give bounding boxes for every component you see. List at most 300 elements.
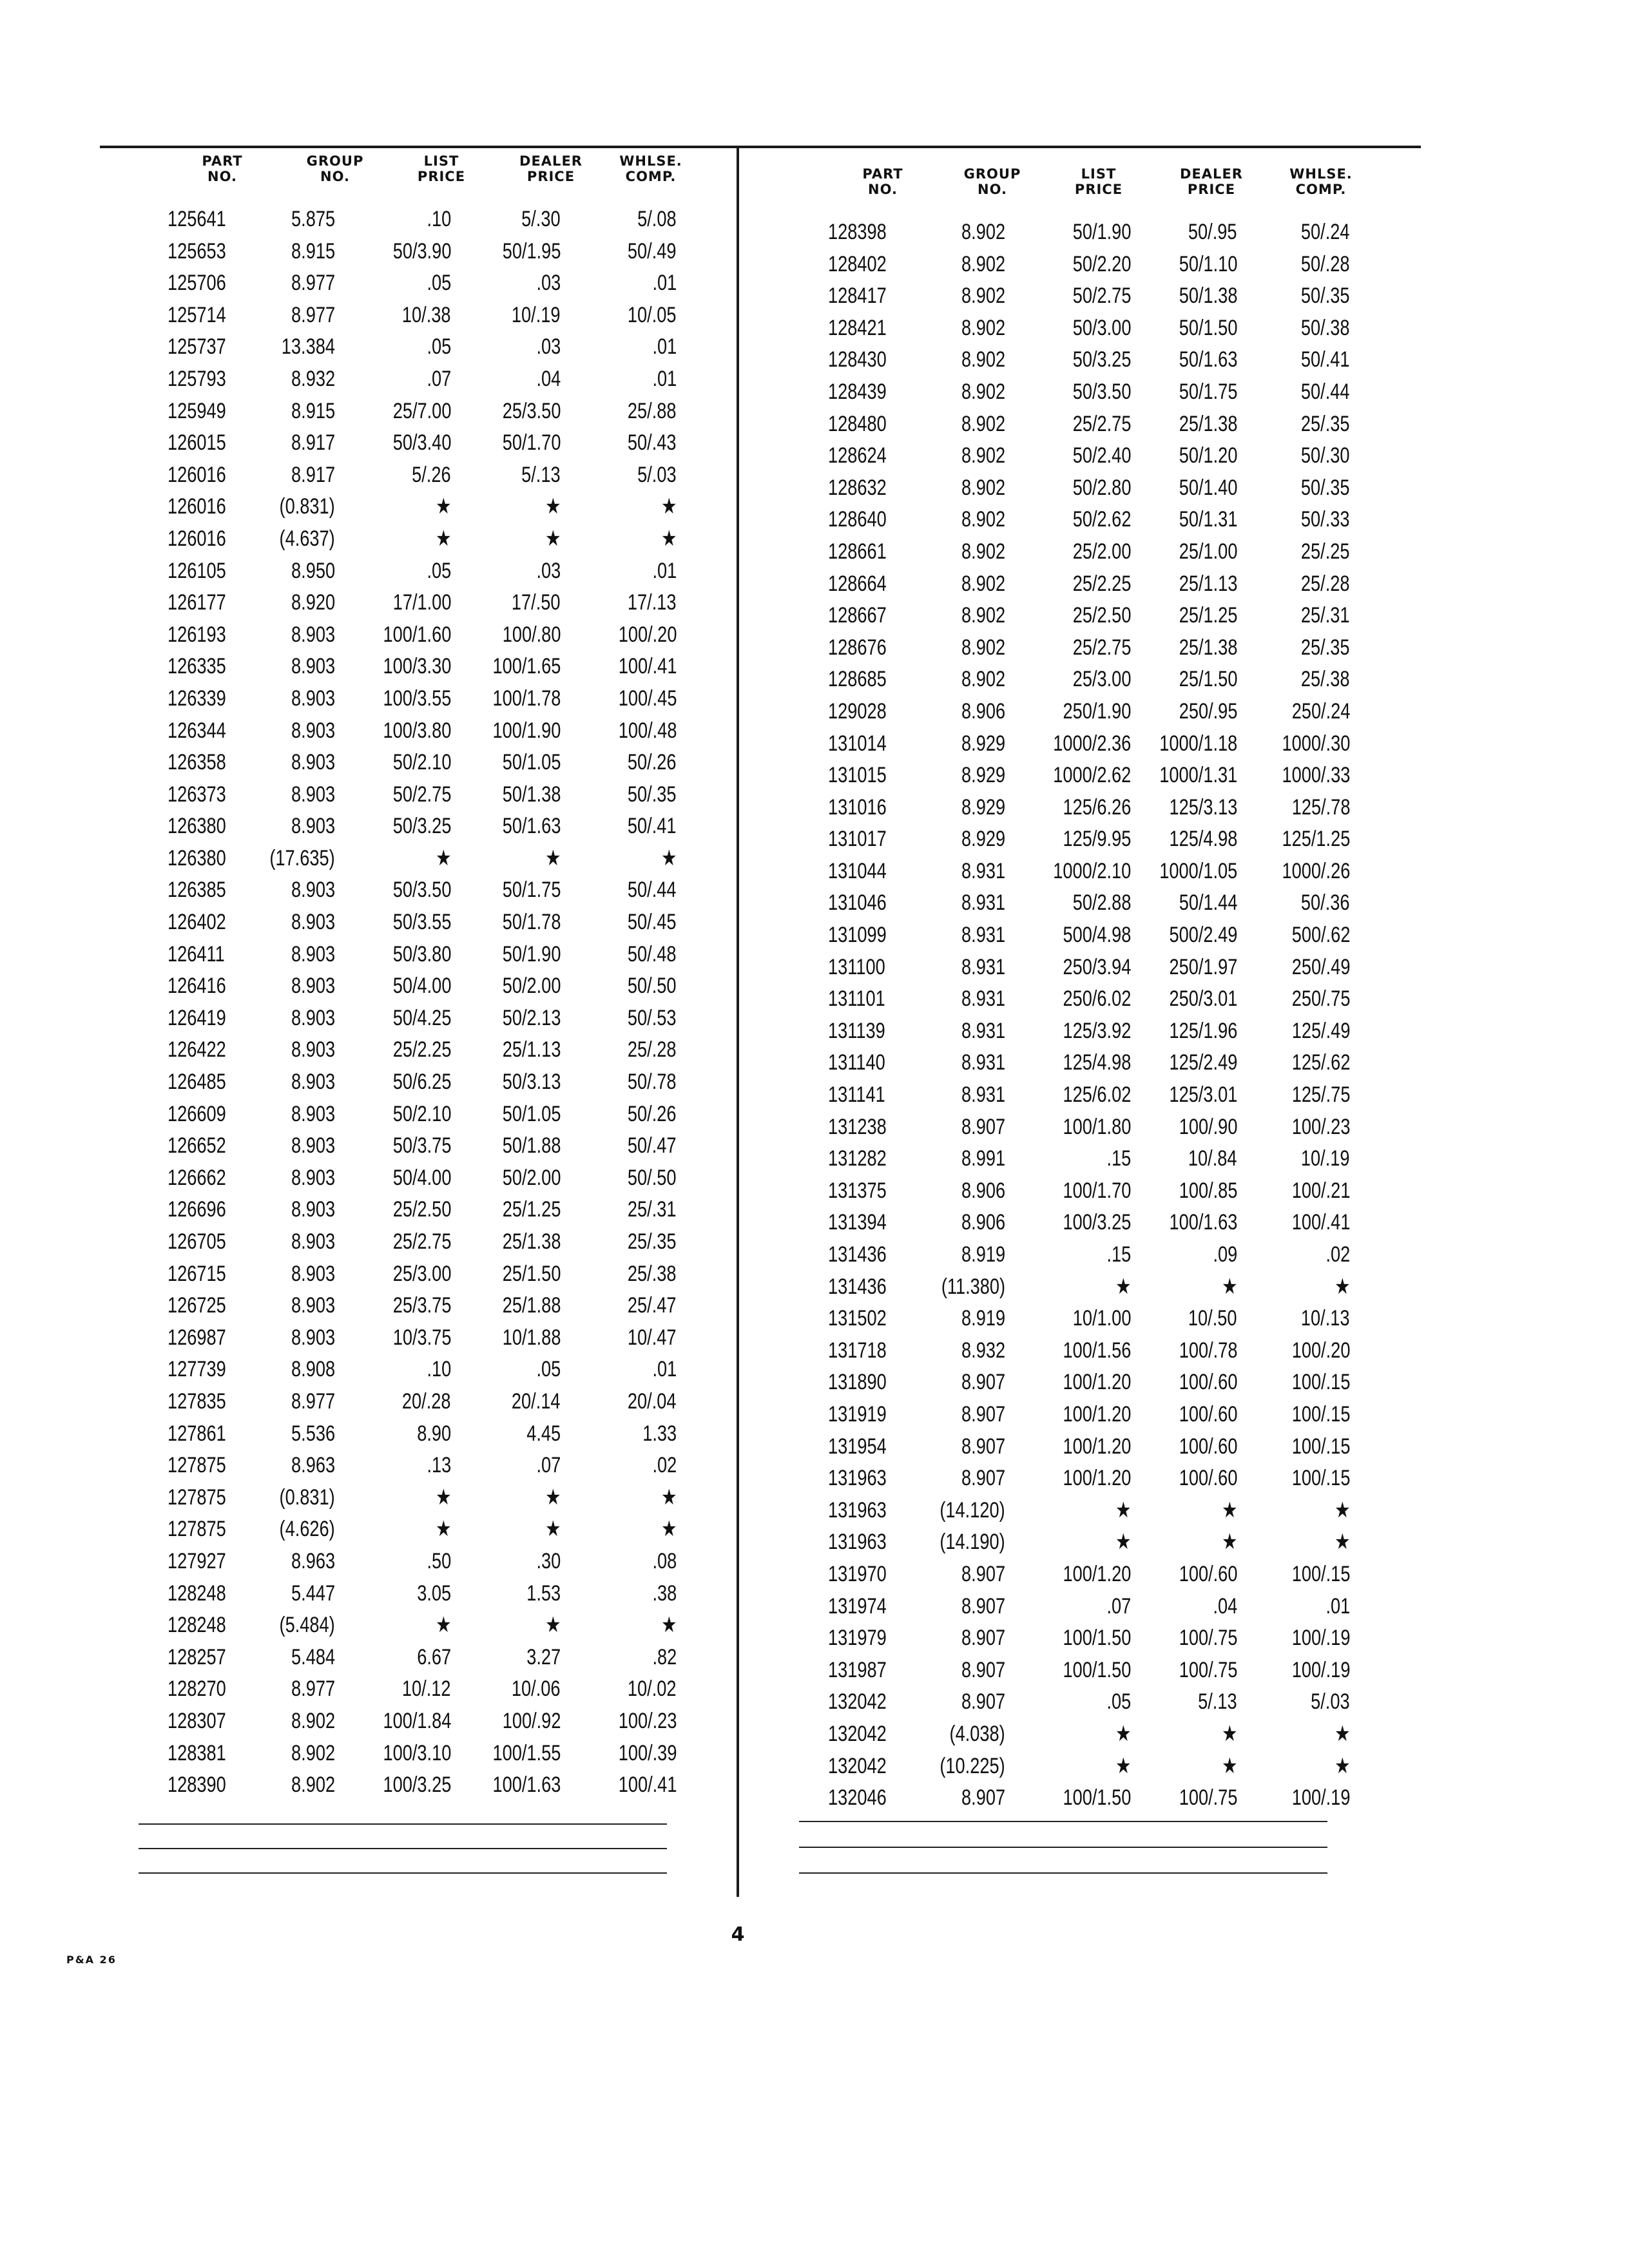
header-line: DEALER xyxy=(1180,166,1243,182)
dealer-price-cell: 50/1.75 xyxy=(1179,379,1237,404)
wholesale-comp-cell: 1000/.33 xyxy=(1282,763,1350,788)
table-row xyxy=(148,1068,689,1100)
table-row xyxy=(809,378,1363,410)
part-number-cell: 128640 xyxy=(828,507,887,532)
list-price-cell: 50/2.75 xyxy=(1072,284,1131,309)
list-price-cell: ★ xyxy=(1115,1274,1131,1299)
table-row xyxy=(809,601,1363,633)
list-price-cell: 50/2.40 xyxy=(1072,443,1131,468)
group-number-cell: 8.902 xyxy=(961,315,1005,340)
list-price-cell: 125/6.26 xyxy=(1063,794,1131,820)
header-line: PRICE xyxy=(1074,182,1123,197)
wholesale-comp-cell: 5/.08 xyxy=(637,207,677,231)
table-row xyxy=(148,1579,689,1611)
part-number-cell: 132046 xyxy=(828,1785,887,1811)
wholesale-comp-cell: .01 xyxy=(652,366,677,391)
list-price-cell: 50/4.25 xyxy=(392,1005,451,1030)
list-price-cell: ★ xyxy=(435,1517,451,1542)
dealer-price-cell: 100/1.78 xyxy=(492,686,561,711)
group-number-cell: 8.903 xyxy=(291,878,335,903)
wholesale-comp-cell: 100/.21 xyxy=(1291,1178,1350,1203)
group-number-cell: (4.637) xyxy=(279,526,335,551)
table-row xyxy=(148,1227,689,1260)
table-row xyxy=(809,1560,1363,1592)
table-row xyxy=(809,1304,1363,1336)
dealer-price-cell: ★ xyxy=(545,1517,561,1542)
wholesale-comp-cell: 50/.36 xyxy=(1301,890,1350,916)
dealer-price-cell: 25/1.13 xyxy=(502,1037,561,1062)
list-price-cell: .13 xyxy=(427,1453,451,1478)
table-row xyxy=(148,1195,689,1227)
dealer-price-cell: 125/1.96 xyxy=(1169,1018,1237,1043)
list-price-cell: 50/6.25 xyxy=(392,1070,451,1095)
part-number-cell: 125737 xyxy=(168,334,226,360)
dealer-price-cell: 100/.60 xyxy=(1179,1401,1237,1427)
table-row xyxy=(148,1643,689,1675)
table-row xyxy=(148,812,689,844)
dealer-price-cell: 5/.13 xyxy=(1198,1689,1237,1715)
table-row xyxy=(148,1260,689,1292)
group-number-cell: 8.919 xyxy=(961,1306,1005,1331)
wholesale-comp-cell: 50/.41 xyxy=(628,814,677,839)
group-number-cell: 5.536 xyxy=(291,1421,335,1446)
wholesale-comp-cell: 10/.13 xyxy=(1301,1306,1350,1331)
header-line: PART xyxy=(862,166,903,182)
group-number-cell: 8.931 xyxy=(961,1050,1005,1075)
part-number-cell: 126339 xyxy=(168,686,226,711)
list-price-cell: 50/3.50 xyxy=(392,878,451,903)
group-number-cell: 8.950 xyxy=(291,558,335,583)
list-price-cell: 100/1.70 xyxy=(1063,1178,1131,1203)
wholesale-comp-cell: .01 xyxy=(652,1357,677,1382)
list-price-cell: 25/2.00 xyxy=(1072,539,1131,564)
table-row xyxy=(809,441,1363,474)
header-line: GROUP xyxy=(963,166,1021,182)
list-price-cell: .05 xyxy=(1106,1689,1131,1715)
wholesale-comp-cell: 50/.50 xyxy=(628,974,677,999)
dealer-price-cell: 25/1.13 xyxy=(1179,571,1237,596)
dealer-price-cell: 100/.80 xyxy=(502,622,561,647)
list-price-cell: 25/2.75 xyxy=(1072,635,1131,660)
footer-line xyxy=(139,1872,667,1874)
table-row xyxy=(148,1771,689,1803)
dealer-price-cell: 100/.75 xyxy=(1179,1626,1237,1651)
list-price-cell: 50/3.40 xyxy=(392,430,451,456)
list-price-cell: 250/3.94 xyxy=(1063,954,1131,979)
list-price-cell: 50/2.62 xyxy=(1072,507,1131,532)
dealer-price-cell: 100/1.90 xyxy=(492,718,561,743)
dealer-price-cell: 1000/1.05 xyxy=(1159,858,1237,883)
table-row xyxy=(148,620,689,653)
part-number-cell: 128480 xyxy=(828,411,887,436)
wholesale-comp-cell: 17/.13 xyxy=(628,590,677,615)
part-number-cell: 131718 xyxy=(828,1338,887,1363)
dealer-price-cell: 50/1.50 xyxy=(1179,315,1237,340)
dealer-price-cell: 1000/1.31 xyxy=(1159,763,1237,788)
dealer-price-cell: 50/1.78 xyxy=(502,910,561,935)
dealer-price-cell: 25/1.50 xyxy=(1179,667,1237,692)
wholesale-comp-cell: 1000/.26 xyxy=(1282,858,1350,883)
list-price-cell: 17/1.00 xyxy=(392,590,451,615)
group-number-cell: 8.903 xyxy=(291,686,335,711)
group-number-header xyxy=(938,166,1047,197)
table-row xyxy=(148,972,689,1004)
part-number-cell: 131099 xyxy=(828,923,887,948)
group-number-cell: (17.635) xyxy=(269,845,335,870)
group-number-cell: (4.626) xyxy=(279,1517,335,1542)
dealer-price-cell: 100/.75 xyxy=(1179,1657,1237,1682)
part-number-cell: 131954 xyxy=(828,1434,887,1459)
list-price-cell: ★ xyxy=(1115,1530,1131,1555)
table-row xyxy=(148,1739,689,1771)
list-price-cell: ★ xyxy=(435,1613,451,1638)
wholesale-comp-cell: ★ xyxy=(1334,1530,1350,1555)
group-number-cell: 5.484 xyxy=(291,1644,335,1669)
group-number-cell: 8.929 xyxy=(961,794,1005,820)
group-number-cell: 8.977 xyxy=(291,302,335,327)
part-number-cell: 128417 xyxy=(828,284,887,309)
list-price-cell: 1000/2.10 xyxy=(1052,858,1131,883)
wholesale-comp-cell: .01 xyxy=(652,334,677,360)
table-row xyxy=(148,908,689,940)
dealer-price-cell: .07 xyxy=(536,1453,561,1478)
dealer-price-cell: 10/.50 xyxy=(1188,1306,1237,1331)
part-number-cell: 131375 xyxy=(828,1178,887,1203)
wholesale-comp-cell: ★ xyxy=(660,1613,677,1638)
part-number-cell: 125641 xyxy=(168,207,226,231)
table-row xyxy=(148,1291,689,1323)
list-price-cell: 50/3.80 xyxy=(392,941,451,966)
group-number-cell: (4.038) xyxy=(949,1721,1005,1746)
group-number-cell: 8.902 xyxy=(961,379,1005,404)
table-row xyxy=(809,1496,1363,1528)
list-price-cell: 25/2.25 xyxy=(1072,571,1131,596)
group-number-cell: 8.903 xyxy=(291,782,335,807)
part-number-cell: 131963 xyxy=(828,1497,887,1523)
group-number-cell: (14.190) xyxy=(940,1530,1005,1555)
dealer-price-cell: 25/3.50 xyxy=(502,398,561,423)
group-number-cell: 8.907 xyxy=(961,1657,1005,1682)
dealer-price-cell: ★ xyxy=(1221,1753,1237,1778)
table-row xyxy=(809,537,1363,570)
group-number-cell: 8.903 xyxy=(291,1293,335,1318)
dealer-price-cell: .09 xyxy=(1213,1242,1237,1267)
footer-line xyxy=(139,1823,667,1825)
table-row xyxy=(148,588,689,620)
part-number-cell: 131436 xyxy=(828,1242,887,1267)
dealer-price-cell: ★ xyxy=(545,1485,561,1510)
table-row xyxy=(809,1624,1363,1656)
part-number-cell: 132042 xyxy=(828,1689,887,1715)
part-number-cell: 131436 xyxy=(828,1274,887,1299)
group-number-cell: 8.908 xyxy=(291,1357,335,1382)
dealer-price-cell: 250/.95 xyxy=(1179,698,1237,724)
wholesale-comp-cell: 100/.20 xyxy=(618,622,677,647)
part-number-cell: 125949 xyxy=(168,398,226,423)
part-number-cell: 126411 xyxy=(168,941,225,966)
table-row xyxy=(809,505,1363,537)
list-price-cell: 50/3.50 xyxy=(1072,379,1131,404)
part-number-cell: 131963 xyxy=(828,1530,887,1555)
wholesale-comp-cell: 100/.48 xyxy=(618,718,677,743)
dealer-price-cell: 1.53 xyxy=(526,1581,561,1606)
dealer-price-cell: 50/2.00 xyxy=(502,1165,561,1190)
dealer-price-cell: 25/1.38 xyxy=(1179,635,1237,660)
group-number-cell: 8.902 xyxy=(961,571,1005,596)
dealer-price-cell: ★ xyxy=(1221,1497,1237,1523)
group-number-cell: 8.917 xyxy=(291,430,335,456)
wholesale-comp-cell: ★ xyxy=(1334,1497,1350,1523)
wholesale-comp-cell: 50/.35 xyxy=(1301,475,1350,500)
list-price-cell: 1000/2.62 xyxy=(1052,763,1131,788)
wholesale-comp-cell: .01 xyxy=(1325,1593,1350,1619)
part-number-cell: 131015 xyxy=(828,763,887,788)
wholesale-comp-cell: 250/.24 xyxy=(1291,698,1350,724)
list-price-cell: 50/2.20 xyxy=(1072,251,1131,276)
list-price-cell: 125/4.98 xyxy=(1063,1050,1131,1075)
part-number-cell: 131100 xyxy=(828,954,885,979)
dealer-price-cell: ★ xyxy=(1221,1721,1237,1746)
list-price-cell: 100/1.20 xyxy=(1063,1561,1131,1586)
wholesale-comp-cell: 1.33 xyxy=(642,1421,677,1446)
wholesale-comp-cell: 100/.23 xyxy=(1291,1114,1350,1139)
wholesale-comp-cell: 100/.19 xyxy=(1291,1657,1350,1682)
part-number-cell: 126705 xyxy=(168,1229,226,1254)
table-row xyxy=(148,1707,689,1739)
wholesale-comp-cell: ★ xyxy=(660,845,677,870)
part-number-cell: 132042 xyxy=(828,1753,887,1778)
list-price-cell: 100/1.80 xyxy=(1063,1114,1131,1139)
part-number-cell: 128421 xyxy=(828,315,887,340)
dealer-price-cell: 100/.60 xyxy=(1179,1434,1237,1459)
part-number-cell: 125714 xyxy=(168,302,226,327)
list-price-cell: 50/3.75 xyxy=(392,1133,451,1158)
wholesale-comp-cell: 25/.28 xyxy=(628,1037,677,1062)
table-row xyxy=(148,748,689,780)
list-price-cell: 250/1.90 xyxy=(1063,698,1131,724)
wholesale-comp-cell: 125/.62 xyxy=(1291,1050,1350,1075)
part-number-cell: 126696 xyxy=(168,1197,226,1222)
table-row xyxy=(809,1368,1363,1400)
part-number-cell: 125706 xyxy=(168,271,226,296)
list-price-cell: .05 xyxy=(427,334,451,360)
table-row xyxy=(809,697,1363,729)
group-number-cell: 8.903 xyxy=(291,1325,335,1350)
table-row xyxy=(148,1611,689,1643)
group-number-cell: 8.917 xyxy=(291,462,335,487)
header-line: GROUP xyxy=(306,153,364,169)
header-line: NO. xyxy=(320,169,350,184)
wholesale-comp-cell: 100/.15 xyxy=(1291,1466,1350,1491)
wholesale-comp-cell: .82 xyxy=(652,1644,677,1669)
list-price-cell: 100/1.60 xyxy=(383,622,451,647)
dealer-price-cell: .03 xyxy=(536,334,561,360)
part-number-cell: 126344 xyxy=(168,718,226,743)
right-price-table xyxy=(809,148,1363,1816)
table-row xyxy=(809,825,1363,857)
part-number-cell: 128270 xyxy=(168,1677,226,1702)
part-number-cell: 128632 xyxy=(828,475,887,500)
wholesale-comp-cell: 25/.31 xyxy=(1301,603,1350,628)
group-number-cell: 8.915 xyxy=(291,398,335,423)
table-row xyxy=(148,1419,689,1452)
wholesale-comp-cell: 50/.30 xyxy=(1301,443,1350,468)
table-row xyxy=(809,1400,1363,1432)
part-number-cell: 131963 xyxy=(828,1466,887,1491)
part-number-cell: 125653 xyxy=(168,238,226,264)
group-number-cell: (10.225) xyxy=(940,1753,1005,1778)
header-line: WHLSE. xyxy=(1289,166,1353,182)
group-number-cell: 8.907 xyxy=(961,1434,1005,1459)
list-price-cell: 50/2.10 xyxy=(392,750,451,775)
header-line: COMP. xyxy=(1295,182,1347,197)
table-row xyxy=(809,761,1363,793)
part-number-cell: 131970 xyxy=(828,1561,887,1586)
dealer-price-cell: 100/.90 xyxy=(1179,1114,1237,1139)
list-price-cell: 25/3.75 xyxy=(392,1293,451,1318)
part-number-cell: 126016 xyxy=(168,462,226,487)
table-row xyxy=(809,633,1363,666)
dealer-price-cell: 100/.78 xyxy=(1179,1338,1237,1363)
group-number-cell: 8.907 xyxy=(961,1370,1005,1395)
dealer-price-cell: 250/1.97 xyxy=(1169,954,1237,979)
list-price-cell: .15 xyxy=(1106,1146,1131,1171)
wholesale-comp-cell: 100/.15 xyxy=(1291,1370,1350,1395)
footer-line xyxy=(799,1821,1327,1822)
list-price-cell: 50/3.25 xyxy=(392,814,451,839)
list-price-cell: ★ xyxy=(435,494,451,519)
wholesale-comp-cell: 25/.31 xyxy=(628,1197,677,1222)
part-number-cell: 126380 xyxy=(168,814,226,839)
group-number-cell: 5.875 xyxy=(291,207,335,231)
group-number-cell: 8.907 xyxy=(961,1785,1005,1811)
list-price-cell: 100/1.50 xyxy=(1063,1785,1131,1811)
table-row xyxy=(809,1656,1363,1688)
group-number-cell: 8.977 xyxy=(291,271,335,296)
table-row xyxy=(148,1323,689,1356)
group-number-cell: 8.931 xyxy=(961,1018,1005,1043)
dealer-price-cell: 50/1.63 xyxy=(502,814,561,839)
group-number-cell: 8.903 xyxy=(291,974,335,999)
wholesale-comp-header xyxy=(1266,166,1376,197)
wholesale-comp-cell: 50/.24 xyxy=(1301,220,1350,244)
wholesale-comp-cell: 1000/.30 xyxy=(1282,731,1350,756)
group-number-cell: 8.929 xyxy=(961,763,1005,788)
wholesale-comp-cell: 50/.53 xyxy=(628,1005,677,1030)
table-row xyxy=(809,921,1363,953)
group-number-cell: 8.915 xyxy=(291,238,335,264)
dealer-price-cell: .03 xyxy=(536,558,561,583)
group-number-cell: 8.903 xyxy=(291,814,335,839)
table-row xyxy=(148,844,689,876)
wholesale-comp-cell: 20/.04 xyxy=(628,1389,677,1414)
part-number-cell: 126016 xyxy=(168,526,226,551)
header-line: PRICE xyxy=(1187,182,1236,197)
table-row xyxy=(148,940,689,972)
table-row xyxy=(809,985,1363,1017)
footer-line xyxy=(799,1847,1327,1848)
wholesale-comp-cell: 25/.88 xyxy=(628,398,677,423)
table-row xyxy=(148,1675,689,1707)
table-row xyxy=(148,524,689,557)
list-price-cell: ★ xyxy=(435,526,451,551)
dealer-price-cell: 50/1.95 xyxy=(502,238,561,264)
wholesale-comp-cell: 25/.47 xyxy=(628,1293,677,1318)
group-number-cell: 8.907 xyxy=(961,1466,1005,1491)
group-number-cell: 8.902 xyxy=(291,1740,335,1765)
group-number-cell: (0.831) xyxy=(279,494,335,519)
dealer-price-cell: 50/3.13 xyxy=(502,1070,561,1095)
list-price-cell: 50/3.55 xyxy=(392,910,451,935)
wholesale-comp-cell: 5/.03 xyxy=(1311,1689,1350,1715)
table-row xyxy=(809,857,1363,889)
list-price-cell: 125/3.92 xyxy=(1063,1018,1131,1043)
group-number-cell: 8.902 xyxy=(961,667,1005,692)
list-price-cell: .10 xyxy=(427,207,451,231)
group-number-cell: 8.903 xyxy=(291,910,335,935)
dealer-price-cell: ★ xyxy=(545,845,561,870)
dealer-price-cell: 5/.30 xyxy=(521,207,561,231)
dealer-price-cell: 125/3.13 xyxy=(1169,794,1237,820)
dealer-price-cell: 50/1.05 xyxy=(502,750,561,775)
part-number-cell: 127927 xyxy=(168,1548,226,1573)
list-price-cell: .50 xyxy=(427,1548,451,1573)
wholesale-comp-cell: 50/.47 xyxy=(628,1133,677,1158)
dealer-price-cell: 10/.84 xyxy=(1188,1146,1237,1171)
part-number-cell: 126177 xyxy=(168,590,226,615)
part-number-cell: 127861 xyxy=(168,1421,226,1446)
dealer-price-cell: 500/2.49 xyxy=(1169,923,1237,948)
wholesale-comp-cell: 100/.19 xyxy=(1291,1626,1350,1651)
part-number-cell: 127875 xyxy=(168,1517,226,1542)
footer-line xyxy=(799,1872,1327,1874)
part-number-cell: 128390 xyxy=(168,1773,226,1798)
wholesale-comp-cell: 100/.20 xyxy=(1291,1338,1350,1363)
table-row xyxy=(809,793,1363,825)
wholesale-comp-cell: 50/.78 xyxy=(628,1070,677,1095)
wholesale-comp-cell: 100/.23 xyxy=(618,1708,677,1733)
page-number: 4 xyxy=(731,1923,745,1946)
part-number-cell: 131394 xyxy=(828,1210,887,1235)
list-price-cell: 50/3.00 xyxy=(1072,315,1131,340)
group-number-cell: 8.906 xyxy=(961,698,1005,724)
part-number-cell: 131016 xyxy=(828,794,887,820)
group-number-cell: 8.907 xyxy=(961,1689,1005,1715)
table-row xyxy=(809,1432,1363,1465)
part-number-cell: 131282 xyxy=(828,1146,887,1171)
group-number-cell: 8.903 xyxy=(291,941,335,966)
table-row xyxy=(809,314,1363,346)
dealer-price-cell: 100/.92 xyxy=(502,1708,561,1733)
group-number-cell: 8.906 xyxy=(961,1178,1005,1203)
dealer-price-cell: 20/.14 xyxy=(512,1389,561,1414)
dealer-price-cell: 50/1.70 xyxy=(502,430,561,456)
list-price-cell: ★ xyxy=(435,1485,451,1510)
list-price-cell: ★ xyxy=(1115,1721,1131,1746)
group-number-cell: 8.907 xyxy=(961,1401,1005,1427)
group-number-cell: 8.902 xyxy=(961,539,1005,564)
part-number-cell: 128381 xyxy=(168,1740,226,1765)
table-row xyxy=(809,1592,1363,1624)
list-price-cell: 100/1.84 xyxy=(383,1708,451,1733)
dealer-price-cell: ★ xyxy=(545,494,561,519)
table-row xyxy=(148,205,689,237)
group-number-cell: 8.903 xyxy=(291,1037,335,1062)
dealer-price-cell: ★ xyxy=(1221,1530,1237,1555)
table-row xyxy=(809,1720,1363,1752)
group-number-cell: 8.919 xyxy=(961,1242,1005,1267)
list-price-cell: 25/3.00 xyxy=(392,1261,451,1286)
